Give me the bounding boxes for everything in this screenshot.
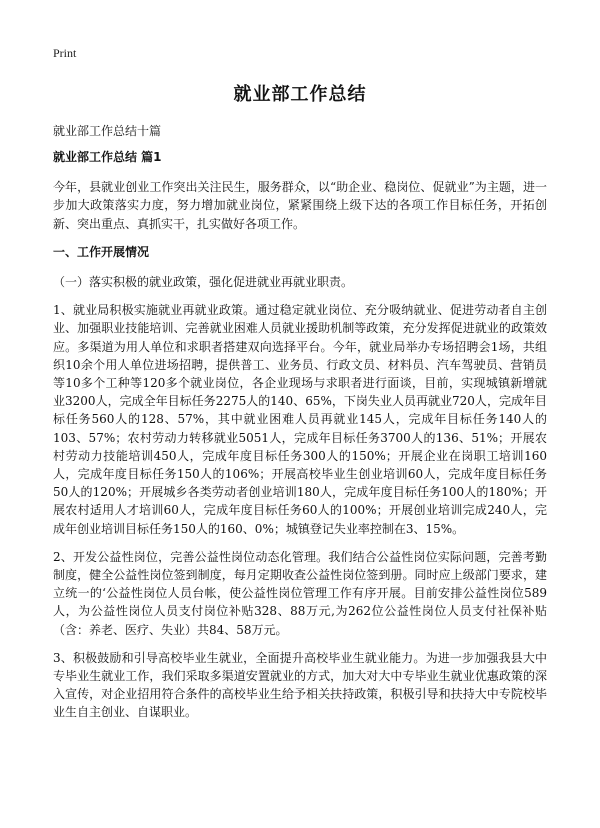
document-subtitle: 就业部工作总结十篇 bbox=[53, 124, 162, 138]
print-label: Print bbox=[53, 46, 77, 60]
paragraph-1: 1、就业局积极实施就业再就业政策。通过稳定就业岗位、充分吸纳就业、促进劳动者自主创业、加强职业技能培训、完善就业困难人员就业援助机制等政策，充分发挥促进就业的政策效应。多渠道为用人单位和求职者搭建双向选择平台。今年，就业局举办专场招聘会1场，共组织10余个用人单位进场招聘，提供普工、业务员、行政文员、材料员、汽车驾驶员、营销员等10多个工种等120多个就业岗位，各企业现场与求职者进行面谈，目前，实现城镇新增就业3200人，完成全年目标任务2275人的140、65%，下岗失业人员再就业720人，完成年目标任务560人的128、57%，其中就业困难人员再就业145人，完成年目标任务140人的103、57%；农村劳动力转移就业5051人，完成年目标任务3700人的136、51%；开展农村劳动力技能培训450人，完成年度目标任务300人的150%；开展企业在岗职工培训160人，完成年度目标任务150人的106%；开展高校毕业生创业培训60人，完成年度目标任务50人的120%；开展城乡各类劳动者创业培训180人，完成年度目标任务100人的180%；开展农村适用人才培训60人，完成年度目标任务60人的100%；开展创业培训完成240人，完成年创业培训目标任务150人的160、0%；城镇登记失业率控制在3、15%。 bbox=[53, 303, 547, 536]
page-title: 就业部工作总结 bbox=[233, 84, 367, 105]
paragraph-2: 2、开发公益性岗位，完善公益性岗位动态化管理。我们结合公益性岗位实际问题，完善考勤制度，健全公益性岗位签到制度，每月定期收查公益性岗位签到册。同时应上级部门要求，建立统一的‘公益性岗位人员台帐，使公益性岗位管理工作有序开展。目前安排公益性岗位589人，为公益性岗位人员支付岗位补贴328、88万元,为262位公益性岗位人员支付社保补贴（含：养老、医疗、失业）共84、58万元。 bbox=[53, 549, 547, 637]
intro-paragraph: 今年，县就业创业工作突出关注民生，服务群众，以“助企业、稳岗位、促就业”为主题，进一步加大政策落实力度，努力增加就业岗位，紧紧围绕上级下达的各项工作目标任务，开拓创新、突出重点、真抓实干，扎实做好各项工作。 bbox=[53, 180, 547, 231]
article-heading: 就业部工作总结 篇1 bbox=[53, 150, 162, 164]
paragraph-3: 3、积极鼓励和引导高校毕业生就业，全面提升高校毕业生就业能力。为进一步加强我县大中专毕业生就业工作，我们采取多渠道安置就业的方式，加大对大中专毕业生就业优惠政策的深入宣传，对企业招用符合条件的高校毕业生给予相关扶持政策，积极引导和扶持大中专院校毕业生自主创业、自谋职业。 bbox=[53, 650, 547, 720]
subsection-heading: （一）落实积极的就业政策，强化促进就业再就业职责。 bbox=[53, 275, 354, 290]
document-body bbox=[53, 148, 547, 732]
section-heading: 一、工作开展情况 bbox=[53, 244, 150, 259]
